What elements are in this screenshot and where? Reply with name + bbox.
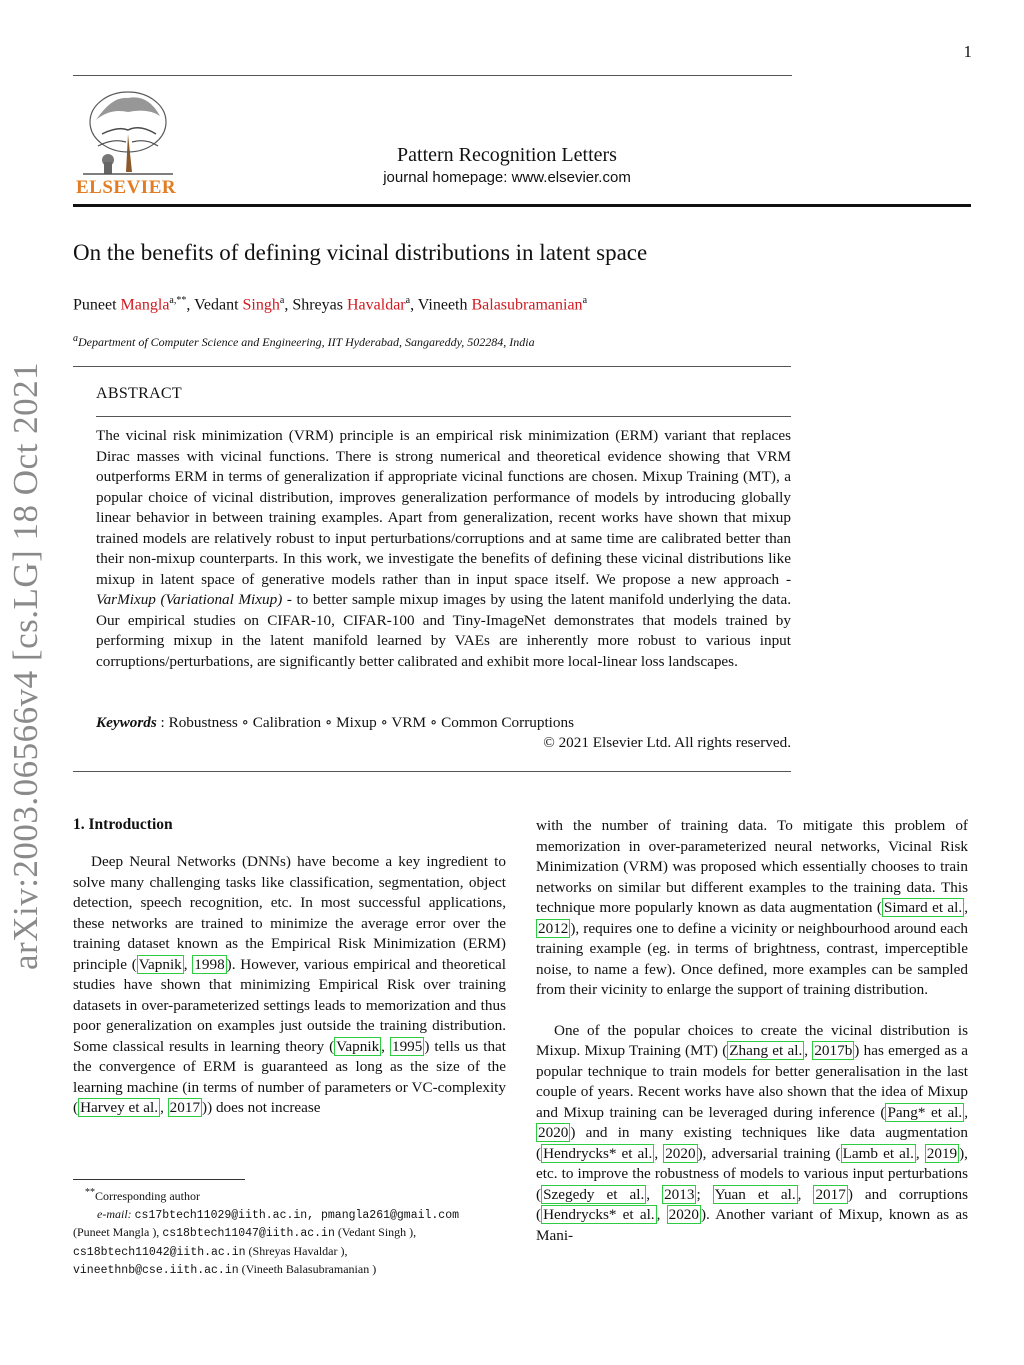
citation-link[interactable]: 1998 [194,955,225,973]
journal-name: Pattern Recognition Letters [397,144,617,166]
copyright: © 2021 Elsevier Ltd. All rights reserved. [543,734,791,751]
footnote [73,1184,513,1280]
body-text: with the number of training data. To mitigate this problem of memorization in over-parameterized neural networks, Vicinal Risk Minimization (VRM) was proposed which essentially chooses to train networks on similar but different examples to the training data. This technique more popularly known as data augmentation ( [536,817,968,916]
keywords [96,713,574,732]
footnote-email-line [73,1261,513,1280]
author-sup: a,** [169,295,187,306]
section-heading: 1. Introduction [73,816,173,833]
footnote-text: Corresponding author [95,1189,200,1203]
abstract-top-rule [73,366,791,367]
citation-link[interactable]: Vapnik [138,955,182,973]
footnote-name: (Vineeth Balasubramanian ) [238,1262,377,1276]
abstract-heading-rule [96,416,791,417]
author-sup: a [582,295,588,306]
body-text: ), adversarial training ( [697,1144,841,1162]
citation-link[interactable]: 2017b [814,1042,853,1059]
footnote-marker: ** [85,1187,95,1198]
body-text: ). However, various empirical and theoretical studies have shown that minimizing Empirical Risk over training datasets in over-parameterized settings leads to memorization and thus poor generalization on examples just outside the training distribution. Some classical results in learning theory ( [73,955,506,1055]
footnote-name: (Puneet Mangla ), [73,1225,163,1239]
author-sep: , [410,296,418,314]
header-thick-rule [73,204,971,207]
paragraph: with the number of training data. To mitigate this problem of memorization in over-parameterized neural networks, Vicinal Risk Minimization (VRM) was proposed which essentially chooses to train networks on similar but different examples to the training data. This technique more popularly known as data augmentation ( Simard et al. , 2012 ), requires one to define a vicinity or neighbourhood around each training example (eg. in terms of brightness, contrast, imperceptible noise, to name a few). Once defined, more examples can be sampled from their vicinity to enlarge the support of training distribution. [536,817,968,998]
footnote-email-line [73,1243,513,1262]
page-number: 1 [963,42,972,61]
abstract-method-name: VarMixup (Variational Mixup) [96,591,283,608]
citation-link[interactable]: Hendrycks* et al. [543,1206,655,1223]
citation-link[interactable]: 1995 [391,1037,423,1055]
footnote-email-line [73,1224,513,1243]
author-last[interactable]: Singh [242,296,280,314]
email-address[interactable]: cs17btech11029@iith.ac.in, pmangla261@gmail.com [134,1208,460,1222]
body-text: ) and corruptions ( [536,1185,968,1223]
body-text: ), requires one to define a vicinity or neighbourhood around each training example (eg. in terms of brightness, contrast, imperceptible noise, to name a few). Once defined, more examples can be sampled from their vicinity to enlarge the support of training distribution. [536,919,968,998]
body-text: ) has emerged as a popular technique to train models for better generalisation in the last couple of years. Recent works have also shown that the idea of Mixup and Mixup training can be leveraged during inference ( [536,1042,968,1121]
body-text: ) tells us that the convergence of ERM is guaranteed as long as the size of the learning machine (in terms of number of parameters or VC-complexity ( [73,1037,507,1116]
footnote-name: (Vedant Singh ), [334,1225,417,1239]
email-address[interactable]: cs18btech11047@iith.ac.in [162,1227,335,1240]
abstract-text: - to better sample mixup images by using the latent manifold underlying the data. Our empirical studies on CIFAR-10, CIFAR-100 and Tiny-ImageNet demonstrates that models trained by performing mixup in the latent manifold learned by VAEs are inherently more robust to various input corruptions/perturbations, are significantly better calibrated and exhibit more local-linear loss landscapes. [96,591,791,670]
footnote-email-line [73,1206,513,1225]
citation-link[interactable]: Lamb et al. [842,1144,914,1162]
citation-link[interactable]: Pang* et al. [887,1103,963,1121]
footnote-rule [73,1179,245,1180]
column-right [536,816,968,1246]
publisher-wordmark: ELSEVIER [76,177,177,198]
citation-link[interactable]: 2012 [538,919,569,937]
body-text: ), etc. to improve the robustness of models to various input perturbations ( [536,1144,968,1203]
email-label: e-mail: [97,1206,135,1221]
email-address[interactable]: cs18btech11042@iith.ac.in [73,1245,246,1259]
affiliation [73,333,535,350]
email-address[interactable]: vineethnb@cse.iith.ac.in [73,1264,239,1277]
citation-link[interactable]: 2013 [664,1185,695,1203]
paragraph: Deep Neural Networks (DNNs) have become a key ingredient to solve many challenging tasks like classification, segmentation, object detection, speech recognition, etc. In most successful applications, these networks are trained to minimize the average error over the training dataset known as the Empirical Risk Minimization (ERM) principle ( Vapnik , 1998 ). However, various empirical and theoretical studies have shown that minimizing Empirical Risk over training datasets in over-parameterized settings leads to memorization and thus poor generalization on examples just outside the training distribution. Some classical results in learning theory ( Vapnik , 1995 ) tells us that the convergence of ERM is guaranteed as long as the size of the learning machine (in terms of number of parameters or VC-complexity ( Harvey et al. , 2017 )) does not increase [73,853,507,1116]
author-first: Puneet [73,296,121,314]
author-sup: a [405,295,411,306]
citation-link[interactable]: Szegedy et al. [543,1185,645,1203]
arxiv-stamp: arXiv:2003.06566v4 [cs.LG] 18 Oct 2021 [6,361,45,970]
keywords-label: Keywords [96,714,157,731]
citation-link[interactable]: 2019 [926,1144,958,1162]
abstract-body [96,426,791,672]
author-last[interactable]: Mangla [120,296,170,314]
footnote-name: (Shreyas Havaldar ), [245,1243,348,1258]
citation-link[interactable]: Simard et al. [883,899,963,916]
citation-link[interactable]: Hendrycks* et al. [543,1144,653,1162]
abstract-heading: ABSTRACT [96,385,182,402]
citation-link[interactable]: 2020 [665,1144,696,1162]
column-left [73,852,506,1119]
author-first: Shreyas [292,296,347,314]
body-text: ) and in many existing techniques like data augmentation ( [536,1124,968,1162]
author-last[interactable]: Balasubramanian [471,296,583,314]
footnote-corresponding [73,1184,513,1206]
author-sep: , [284,296,293,314]
citation-link[interactable]: Vapnik [336,1037,380,1055]
header-top-rule [73,75,792,76]
author-first: Vineeth [417,296,472,314]
abstract-text: The vicinal risk minimization (VRM) principle is an empirical risk minimization (ERM) variant that replaces Dirac masses with vicinal functions. There is strong numerical and theoretical evidence showing that VRM outperforms ERM in terms of generalization if appropriate vicinal functions are chosen. Mixup Training (MT), a popular choice of vicinal distribution, improves generalization performance of models by introducing globally linear behavior in between training examples. Apart from generalization, recent works have shown that mixup trained models are relatively robust to input perturbations/corruptions and at same time are calibrated better than their non-mixup counterparts. In this work, we investigate the benefits of defining these vicinal distributions like mixup in latent space of generative models rather than in input space itself. We propose a new approach - [96,427,791,588]
citation-link[interactable]: Yuan et al. [714,1185,796,1203]
body-text: ; [696,1185,713,1203]
author-last[interactable]: Havaldar [346,296,406,314]
body-text: )) does not increase [202,1099,321,1116]
paper-title: On the benefits of defining vicinal distributions in latent space [73,240,648,265]
affiliation-text: Department of Computer Science and Engineering, IIT Hyderabad, Sangareddy, 502284, India [78,335,535,349]
body-text: ). Another variant of Mixup, known as as Mani- [536,1206,968,1244]
affiliation-sup: a [73,333,78,344]
journal-homepage: journal homepage: www.elsevier.com [383,169,631,186]
citation-link[interactable]: 2017 [815,1185,846,1203]
author-first: Vedant [194,296,243,314]
citation-link[interactable]: 2017 [169,1099,201,1116]
body-text: Deep Neural Networks (DNNs) have become a key ingredient to solve many challenging tasks like classification, segmentation, object detection, speech recognition, etc. In most successful applications, these networks are trained to minimize the average error over the training dataset known as the Empirical Risk Minimization (ERM) principle ( [73,853,506,973]
citation-link[interactable]: 2020 [538,1124,569,1141]
body-text: One of the popular choices to create the vicinal distribution is Mixup. Mixup Training (MT) ( [536,1021,968,1059]
author-list [73,295,587,314]
abstract-bottom-rule [73,771,791,772]
keywords-list: : Robustness ∘ Calibration ∘ Mixup ∘ VRM ∘ Common Corruptions [156,714,574,731]
author-sep: , [186,296,195,314]
paragraph: One of the popular choices to create the vicinal distribution is Mixup. Mixup Training (MT) ( Zhang et al. , 2017b ) has emerged as a popular technique to train models for better generalisation in the last couple of years. Recent works have also shown that the idea of Mixup and Mixup training can be leveraged during inference ( Pang* et al. , 2020 ) and in many existing techniques like data augmentation ( Hendrycks* et al. , 2020 ), adversarial training ( Lamb et al. , 2019 ), etc. to improve the robustness of models to various input perturbations ( Szegedy et al. , 2013 ; Yuan et al. , 2017 ) and corruptions ( Hendrycks* et al. , 2020 ). Another variant of Mixup, known as as Mani- [536,1021,968,1244]
author-sup: a [279,295,285,306]
citation-link[interactable]: Harvey et al. [80,1099,159,1116]
citation-link[interactable]: 2020 [668,1206,699,1223]
citation-link[interactable]: Zhang et al. [729,1042,803,1059]
